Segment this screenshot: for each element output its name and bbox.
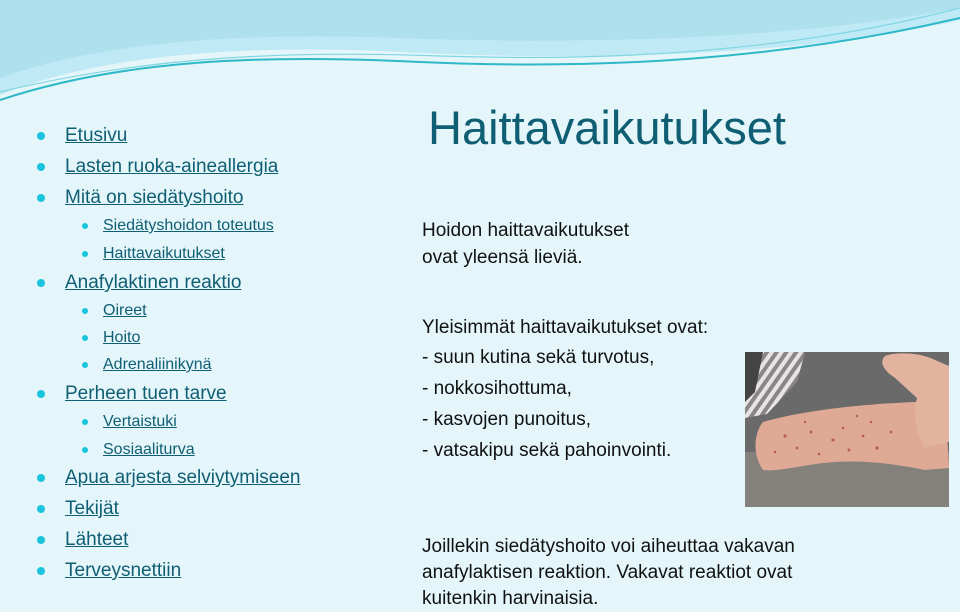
intro-line: ovat yleensä lieviä. (422, 247, 583, 268)
rash-arm-photo (745, 352, 949, 507)
closing-line: anafylaktisen reaktion. Vakavat reaktiot ovat (422, 562, 793, 583)
nav-subitem-oireet[interactable]: Oireet (103, 302, 147, 319)
nav-item-lahteet[interactable]: Lähteet (65, 529, 129, 550)
closing-line: Joillekin siedätyshoito voi aiheuttaa vakavan (422, 536, 795, 557)
nav-subitem-adrenaliinikyna[interactable]: Adrenaliinikynä (103, 356, 212, 373)
page-title: Haittavaikutukset (428, 101, 786, 154)
nav-item-lasten-ruoka-aineallergia[interactable]: Lasten ruoka-aineallergia (65, 156, 279, 177)
list-item: - suun kutina sekä turvotus, (422, 347, 655, 368)
closing-paragraph (422, 534, 922, 612)
list-item: - vatsakipu sekä pahoinvointi. (422, 440, 672, 461)
closing-line: kuitenkin harvinaisia. (422, 588, 599, 609)
nav-item-apua-arjesta[interactable]: Apua arjesta selviytymiseen (65, 467, 301, 488)
nav-item-etusivu[interactable]: Etusivu (65, 125, 128, 146)
intro-paragraph (422, 217, 922, 271)
list-item: - kasvojen punoitus, (422, 409, 591, 430)
sidebar-nav (0, 0, 420, 610)
nav-item-tekijat[interactable]: Tekijät (65, 498, 119, 519)
list-item: - nokkosihottuma, (422, 378, 572, 399)
nav-subitem-hoito[interactable]: Hoito (103, 329, 141, 346)
nav-item-perheen-tuen-tarve[interactable]: Perheen tuen tarve (65, 383, 227, 404)
nav-subitem-vertaistuki[interactable]: Vertaistuki (103, 413, 177, 430)
nav-item-mita-on-siedatyshoito[interactable]: Mitä on siedätyshoito (65, 187, 244, 208)
nav-item-terveysnettiin[interactable]: Terveysnettiin (65, 560, 182, 581)
list-heading: Yleisimmät haittavaikutukset ovat: (422, 317, 709, 338)
intro-line: Hoidon haittavaikutukset (422, 220, 630, 241)
nav-item-anafylaktinen-reaktio[interactable]: Anafylaktinen reaktio (65, 272, 242, 293)
nav-subitem-haittavaikutukset[interactable]: Haittavaikutukset (103, 245, 225, 262)
nav-subitem-sosiaaliturva[interactable]: Sosiaaliturva (103, 441, 195, 458)
nav-subitem-siedatyshoidon-toteutus[interactable]: Siedätyshoidon toteutus (103, 217, 274, 234)
